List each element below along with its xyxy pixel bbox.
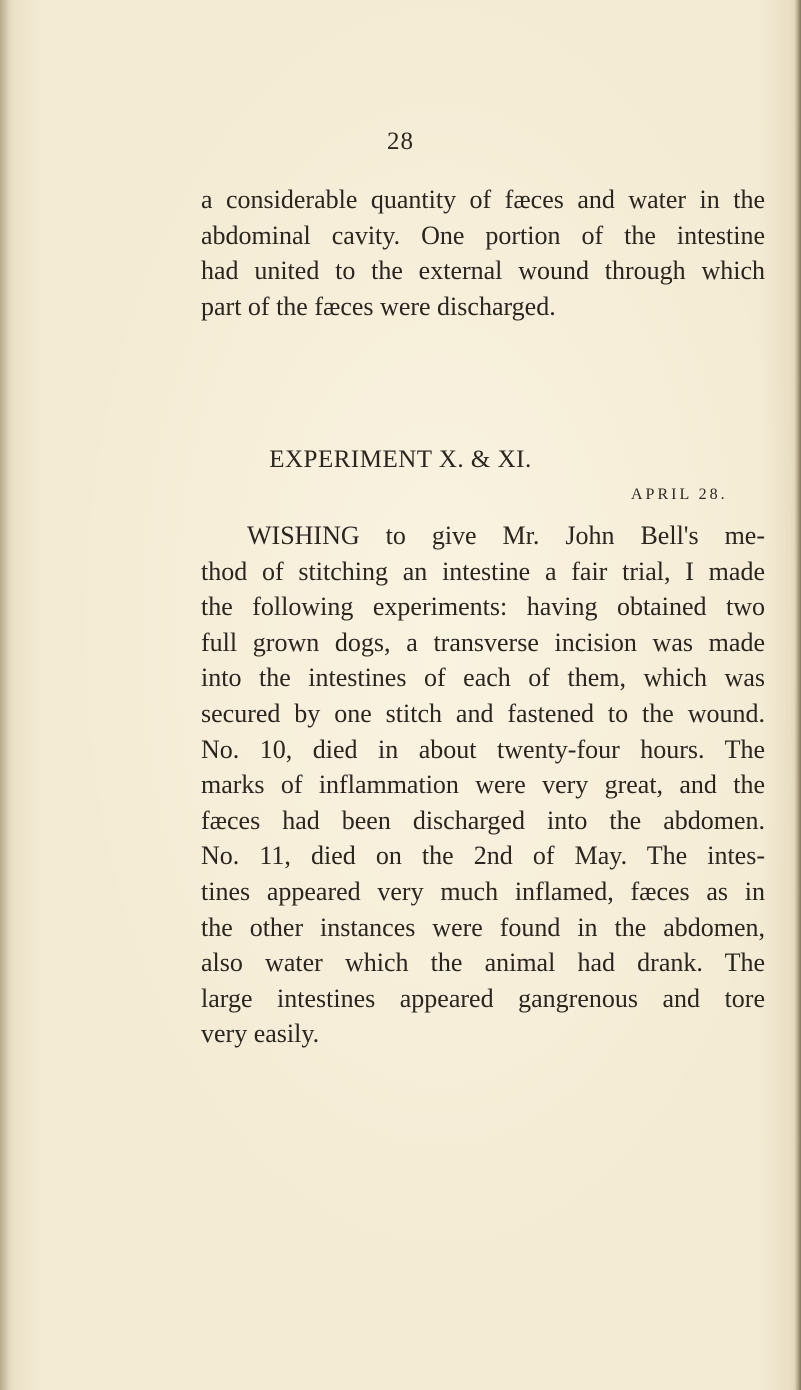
text-line: the following experiments: having obtained two	[201, 592, 765, 622]
text-line: No. 11, died on the 2nd of May. The intes-	[201, 841, 765, 871]
text-line: abdominal cavity. One portion of the intestine	[201, 220, 765, 250]
paragraph-continued	[201, 182, 765, 324]
text-line: No. 10, died in about twenty-four hours. The	[201, 734, 765, 764]
experiment-heading: EXPERIMENT X. & XI.	[269, 446, 532, 473]
text-line: tines appeared very much inflamed, fæces as in	[201, 876, 765, 906]
page-edge-shadow	[795, 0, 801, 1390]
text-line: very easily.	[201, 1019, 320, 1049]
page-number: 28	[387, 128, 414, 155]
text-line: a considerable quantity of fæces and water in the	[201, 185, 765, 214]
text-line: large intestines appeared gangrenous and tore	[201, 983, 765, 1013]
text-line: secured by one stitch and fastened to the wound.	[201, 698, 765, 728]
text-line: WISHING to give Mr. John Bell's me-	[247, 521, 765, 550]
text-line: had united to the external wound through which	[201, 256, 765, 286]
text-line: fæces had been discharged into the abdomen.	[201, 805, 765, 835]
text-line: also water which the animal had drank. The	[201, 948, 765, 978]
text-line: into the intestines of each of them, which was	[201, 663, 765, 693]
text-line: full grown dogs, a transverse incision was made	[201, 627, 765, 657]
experiment-date: APRIL 28.	[631, 486, 728, 503]
text-line: thod of stitching an intestine a fair trial, I made	[201, 556, 765, 586]
experiment-paragraph	[201, 518, 765, 1052]
text-line: part of the fæces were discharged.	[201, 291, 556, 321]
page-gutter-shadow	[0, 0, 10, 1390]
text-line: marks of inflammation were very great, and the	[201, 770, 765, 800]
text-line: the other instances were found in the abdomen,	[201, 912, 765, 942]
